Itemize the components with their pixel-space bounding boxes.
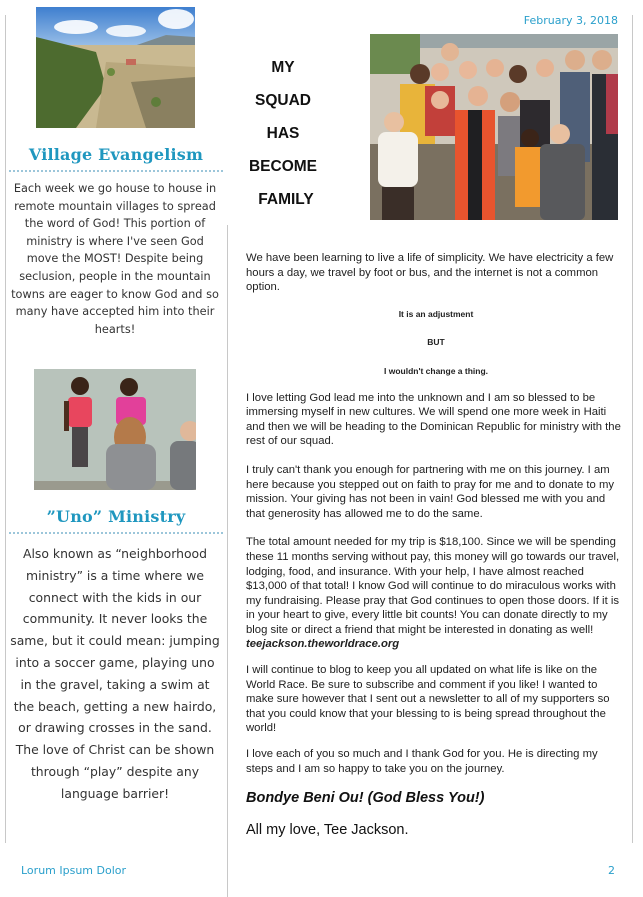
paragraph-blog: I will continue to blog to keep you all updated on what life is like on the World Race. Be sure to subscribe and comment if you like! I wanted to make sure however that I sent out a newsletter to all of my supporters so that you could know that your blessing to is being spread throughout the world! — [246, 664, 610, 735]
right-column-rule — [632, 15, 633, 843]
callout-line: It is an adjustment — [398, 308, 474, 319]
headline-line: MY — [271, 59, 295, 76]
paragraph-simplicity: We have been learning to live a life of simplicity. We have electricity a few hours a day, we travel by foot or bus, and the internet is not a common option. — [246, 252, 614, 294]
headline-line: BECOME — [248, 158, 318, 175]
callout-line: BUT — [427, 337, 445, 348]
village-evangelism-title: Village Evangelism — [28, 145, 204, 164]
callout-line: I wouldn't change a thing. — [383, 365, 489, 376]
issue-date: February 3, 2018 — [523, 14, 618, 27]
headline-line: HAS — [266, 125, 300, 142]
uno-ministry-title: ”Uno” Ministry — [46, 507, 186, 526]
section-divider — [9, 532, 223, 534]
squad-group-photo — [370, 34, 618, 220]
blog-link[interactable]: teejackson.theworldrace.org — [246, 638, 400, 651]
article-body — [246, 251, 626, 786]
uno-ministry-photo — [34, 369, 196, 490]
headline-line: FAMILY — [258, 191, 314, 208]
village-landscape-photo — [36, 7, 195, 128]
paragraph-unknown: I love letting God lead me into the unknown and I am so blessed to be immersing myself in new cultures. We will spend one more week in Haiti and then we will be heading to the Dominican Republic for ministry with the rest of our squad. — [246, 391, 621, 448]
headline-line: SQUAD — [255, 92, 311, 109]
paragraph-love: I love each of you so much and I thank God for you. He is directing my steps and I am so happy to take you on the journey. — [246, 748, 598, 775]
paragraph-fundraising: The total amount needed for my trip is $18,100. Since we will be spending these 11 months serving without pay, this money will go towards our travel, lodging, food, and insurance. With your help, I have almost reached $13,000 of that total! I know God will continue to do miraculous works with my fundraising. Please pray that God continues to open those doors. If it is in your heart to give, every little bit counts! You can donate directly to my blog site or direct a friend that might be interested in donating as well! — [246, 536, 620, 636]
signoff: All my love, Tee Jackson. — [246, 822, 409, 838]
left-column-rule — [5, 15, 6, 843]
middle-column-rule — [227, 225, 228, 897]
village-evangelism-text: Each week we go house to house in remote mountain villages to spread the word of God! This portion of ministry is where I've seen God move the MOST! Despite being seclusion, people in the mountain towns are eager to know God and so many have accepted him into their hearts! — [11, 182, 219, 336]
page-number: 2 — [608, 864, 615, 877]
footer-text: Lorum Ipsum Dolor — [21, 864, 127, 877]
uno-ministry-text: Also known as “neighborhood ministry” is a time where we connect with the kids in our community. It never looks the same, but it could mean: jumping into a soccer game, playing uno in the gravel, taking a swim at the beach, getting a new hairdo, or drawing crosses in the sand. The love of Christ can be shown through “play” despite any language barrier! — [10, 546, 220, 801]
blessing: Bondye Beni Ou! (God Bless You!) — [246, 790, 485, 806]
section-divider — [9, 170, 223, 172]
headline — [243, 51, 323, 216]
paragraph-thanks: I truly can't thank you enough for partnering with me on this journey. I am here because you stepped out on faith to pray for me and to donate to my mission. Your giving has not been in vain! God blessed me with you and that generosity has allowed me to do the same. — [246, 463, 615, 520]
